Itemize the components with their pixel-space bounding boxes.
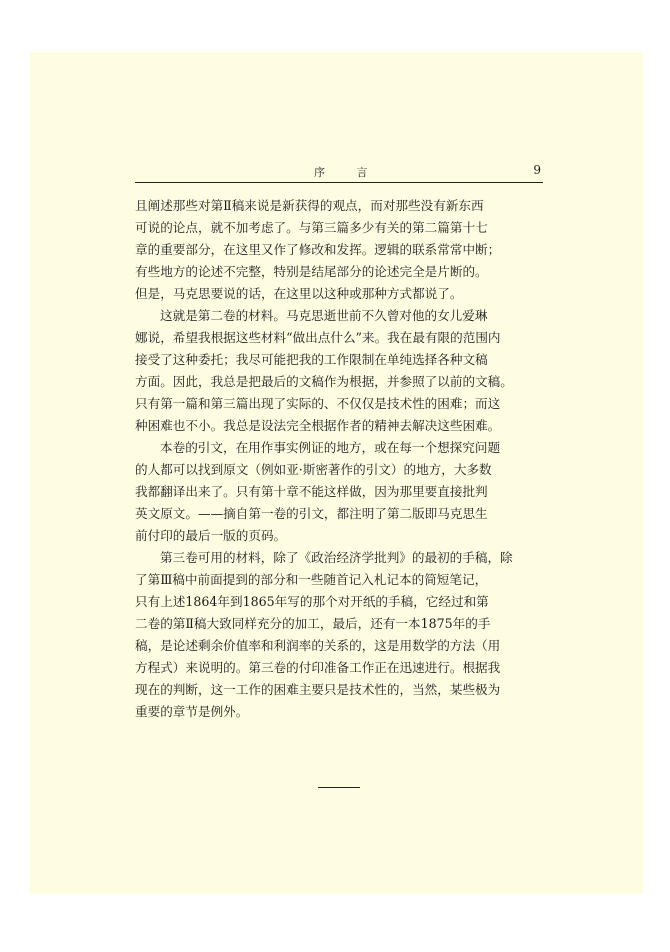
text-line: 娜说，希望我根据这些材料“做出点什么”来。我在最有限的范围内 bbox=[135, 330, 501, 345]
end-rule bbox=[318, 787, 360, 788]
text-line: 这就是第二卷的材料。马克思逝世前不久曾对他的女儿爱琳 bbox=[160, 308, 488, 323]
text-line: 只有第一篇和第三篇出现了实际的、不仅仅是技术性的困难；而这 bbox=[135, 396, 501, 411]
text-line: 且阐述那些对第Ⅱ稿来说是新获得的观点，而对那些没有新东西 bbox=[135, 198, 484, 213]
text-line: 我都翻译出来了。只有第十章不能这样做，因为那里要直接批判 bbox=[135, 484, 488, 499]
text-line: 方面。因此，我总是把最后的文稿作为根据，并参照了以前的文稿。 bbox=[135, 374, 513, 389]
running-header bbox=[135, 162, 543, 183]
text-line: 稿，是论述剩余价值率和利润率的关系的，这是用数学的方法（用 bbox=[135, 638, 501, 653]
text-line: 英文原文。——摘自第一卷的引文，都注明了第二版即马克思生 bbox=[135, 506, 488, 521]
text-line: 接受了这种委托；我尽可能把我的工作限制在单纯选择各种文稿 bbox=[135, 352, 488, 367]
text-line: 但是，马克思要说的话，在这里以这种或那种方式都说了。 bbox=[135, 286, 463, 301]
text-line: 重要的章节是例外。 bbox=[135, 704, 249, 719]
text-line: 方程式）来说明的。第三卷的付印准备工作正在迅速进行。根据我 bbox=[135, 660, 501, 675]
text-line: 现在的判断，这一工作的困难主要只是技术性的，当然，某些极为 bbox=[135, 682, 501, 697]
text-line: 的人都可以找到原文（例如亚·斯密著作的引文）的地方，大多数 bbox=[135, 462, 492, 477]
text-line: 第三卷可用的材料，除了《政治经济学批判》的最初的手稿，除 bbox=[160, 550, 513, 565]
header-title: 序 言 bbox=[314, 166, 382, 179]
text-line: 前付印的最后一版的页码。 bbox=[135, 528, 287, 543]
text-line: 本卷的引文，在用作事实例证的地方，或在每一个想探究问题 bbox=[160, 440, 501, 455]
page-number: 9 bbox=[533, 163, 541, 177]
text-line: 二卷的第Ⅱ稿大致同样充分的加工，最后，还有一本1875年的手 bbox=[135, 616, 491, 631]
text-line: 只有上述1864年到1865年写的那个对开纸的手稿，它经过和第 bbox=[135, 594, 489, 609]
text-line: 可说的论点，就不加考虑了。与第三篇多少有关的第二篇第十七 bbox=[135, 220, 488, 235]
body-text bbox=[135, 195, 545, 723]
text-line: 了第Ⅲ稿中前面提到的部分和一些随首记入札记本的简短笔记， bbox=[135, 572, 488, 587]
text-line: 章的重要部分，在这里又作了修改和发挥。逻辑的联系常常中断； bbox=[135, 242, 501, 257]
text-line: 种困难也不小。我总是设法完全根据作者的精神去解决这些困难。 bbox=[135, 418, 501, 433]
text-line: 有些地方的论述不完整，特别是结尾部分的论述完全是片断的。 bbox=[135, 264, 488, 279]
